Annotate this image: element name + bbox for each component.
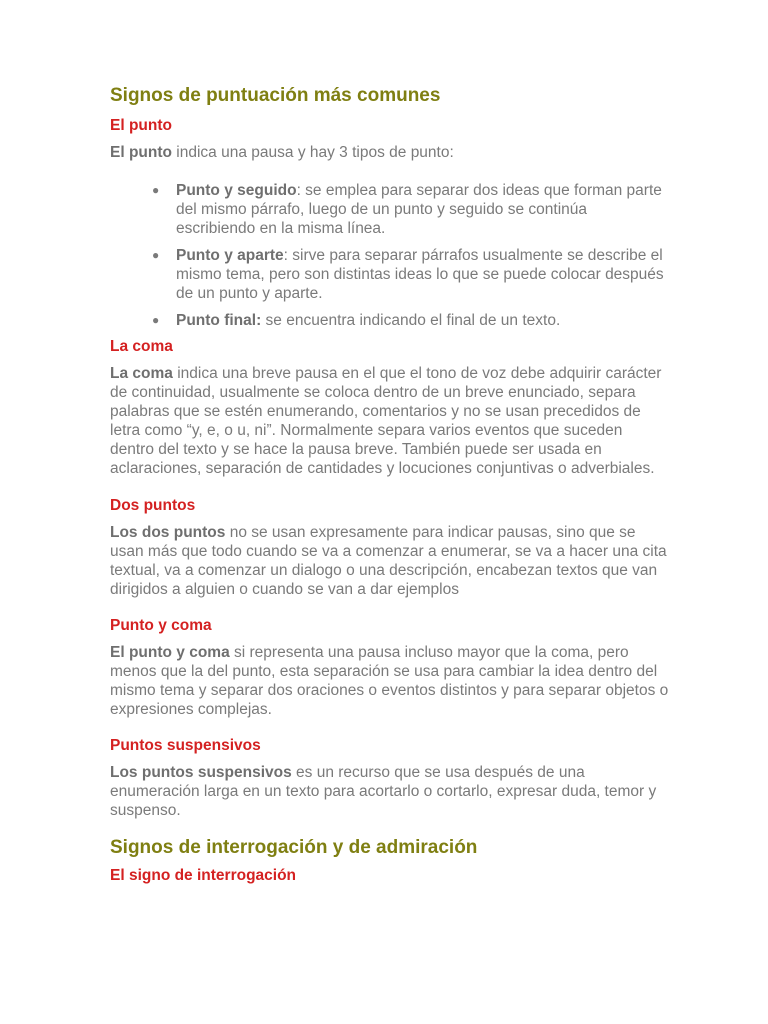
list-item-text: : sirve para separar párrafos usualmente se describe el mismo tema, pero son distintas ideas lo que se puede colocar después de un punto y aparte. xyxy=(176,247,664,302)
title-interrogacion-admiracion: Signos de interrogación y de admiración xyxy=(110,837,478,858)
text-dos-puntos: no se usan expresamente para indicar pausas, sino que se usan más que todo cuando se va a comenzar a enumerar, se va a hacer una cita textual, va a comenzar un dialogo o una descripción, encabezan textos que van dirigidos a alguien o cuando se van a dar ejemplos xyxy=(110,524,667,598)
bold-el-punto: El punto xyxy=(110,144,172,161)
tipos-de-punto-list xyxy=(110,181,670,330)
paragraph-dos-puntos xyxy=(110,523,670,599)
list-item xyxy=(152,246,670,303)
list-item-bold: Punto y seguido xyxy=(176,182,297,199)
bullet-icon: ● xyxy=(152,248,160,262)
heading-dos-puntos: Dos puntos xyxy=(110,497,196,514)
document-page xyxy=(110,84,670,886)
list-item-text: : se emplea para separar dos ideas que forman parte del mismo párrafo, luego de un punto y seguido se continúa escribiendo en la misma línea. xyxy=(176,182,662,237)
text-el-punto: indica una pausa y hay 3 tipos de punto: xyxy=(172,144,454,161)
heading-signo-interrogacion: El signo de interrogación xyxy=(110,867,297,884)
heading-el-punto: El punto xyxy=(110,117,172,134)
list-item-bold: Punto y aparte xyxy=(176,247,284,264)
title-puntuacion: Signos de puntuación más comunes xyxy=(110,85,441,106)
heading-puntos-suspensivos: Puntos suspensivos xyxy=(110,737,261,754)
list-item xyxy=(152,311,670,330)
text-puntos-suspensivos: es un recurso que se usa después de una enumeración larga en un texto para acortarlo o cortarlo, expresar duda, temor y suspenso. xyxy=(110,764,657,819)
bold-la-coma: La coma xyxy=(110,365,173,382)
bold-punto-y-coma: El punto y coma xyxy=(110,644,230,661)
paragraph-el-punto xyxy=(110,143,670,162)
paragraph-punto-y-coma xyxy=(110,643,670,719)
bold-dos-puntos: Los dos puntos xyxy=(110,524,226,541)
list-item-text: se encuentra indicando el final de un texto. xyxy=(261,312,561,329)
heading-la-coma: La coma xyxy=(110,338,173,355)
list-item xyxy=(152,181,670,238)
paragraph-la-coma xyxy=(110,364,670,478)
bullet-icon: ● xyxy=(152,183,160,197)
bullet-icon: ● xyxy=(152,313,160,327)
heading-punto-y-coma: Punto y coma xyxy=(110,617,212,634)
text-punto-y-coma: si representa una pausa incluso mayor que la coma, pero menos que la del punto, esta separación se usa para cambiar la idea dentro del mismo tema y separar dos oraciones o eventos distintos y para separar objetos o expresiones complejas. xyxy=(110,644,669,718)
list-item-bold: Punto final: xyxy=(176,312,262,329)
paragraph-puntos-suspensivos xyxy=(110,763,670,820)
text-la-coma: indica una breve pausa en el que el tono de voz debe adquirir carácter de continuidad, usualmente se coloca dentro de un breve enunciado, separa palabras que se estén enumerando, comentarios y no se usan precedidos de letra como “y, e, o u, ni”. Normalmente separa varios eventos que suceden dentro del texto y se hace la pausa breve. También puede ser usada en aclaraciones, separación de cantidades y locuciones conjuntivas o adverbiales. xyxy=(110,365,662,477)
bold-puntos-suspensivos: Los puntos suspensivos xyxy=(110,764,292,781)
